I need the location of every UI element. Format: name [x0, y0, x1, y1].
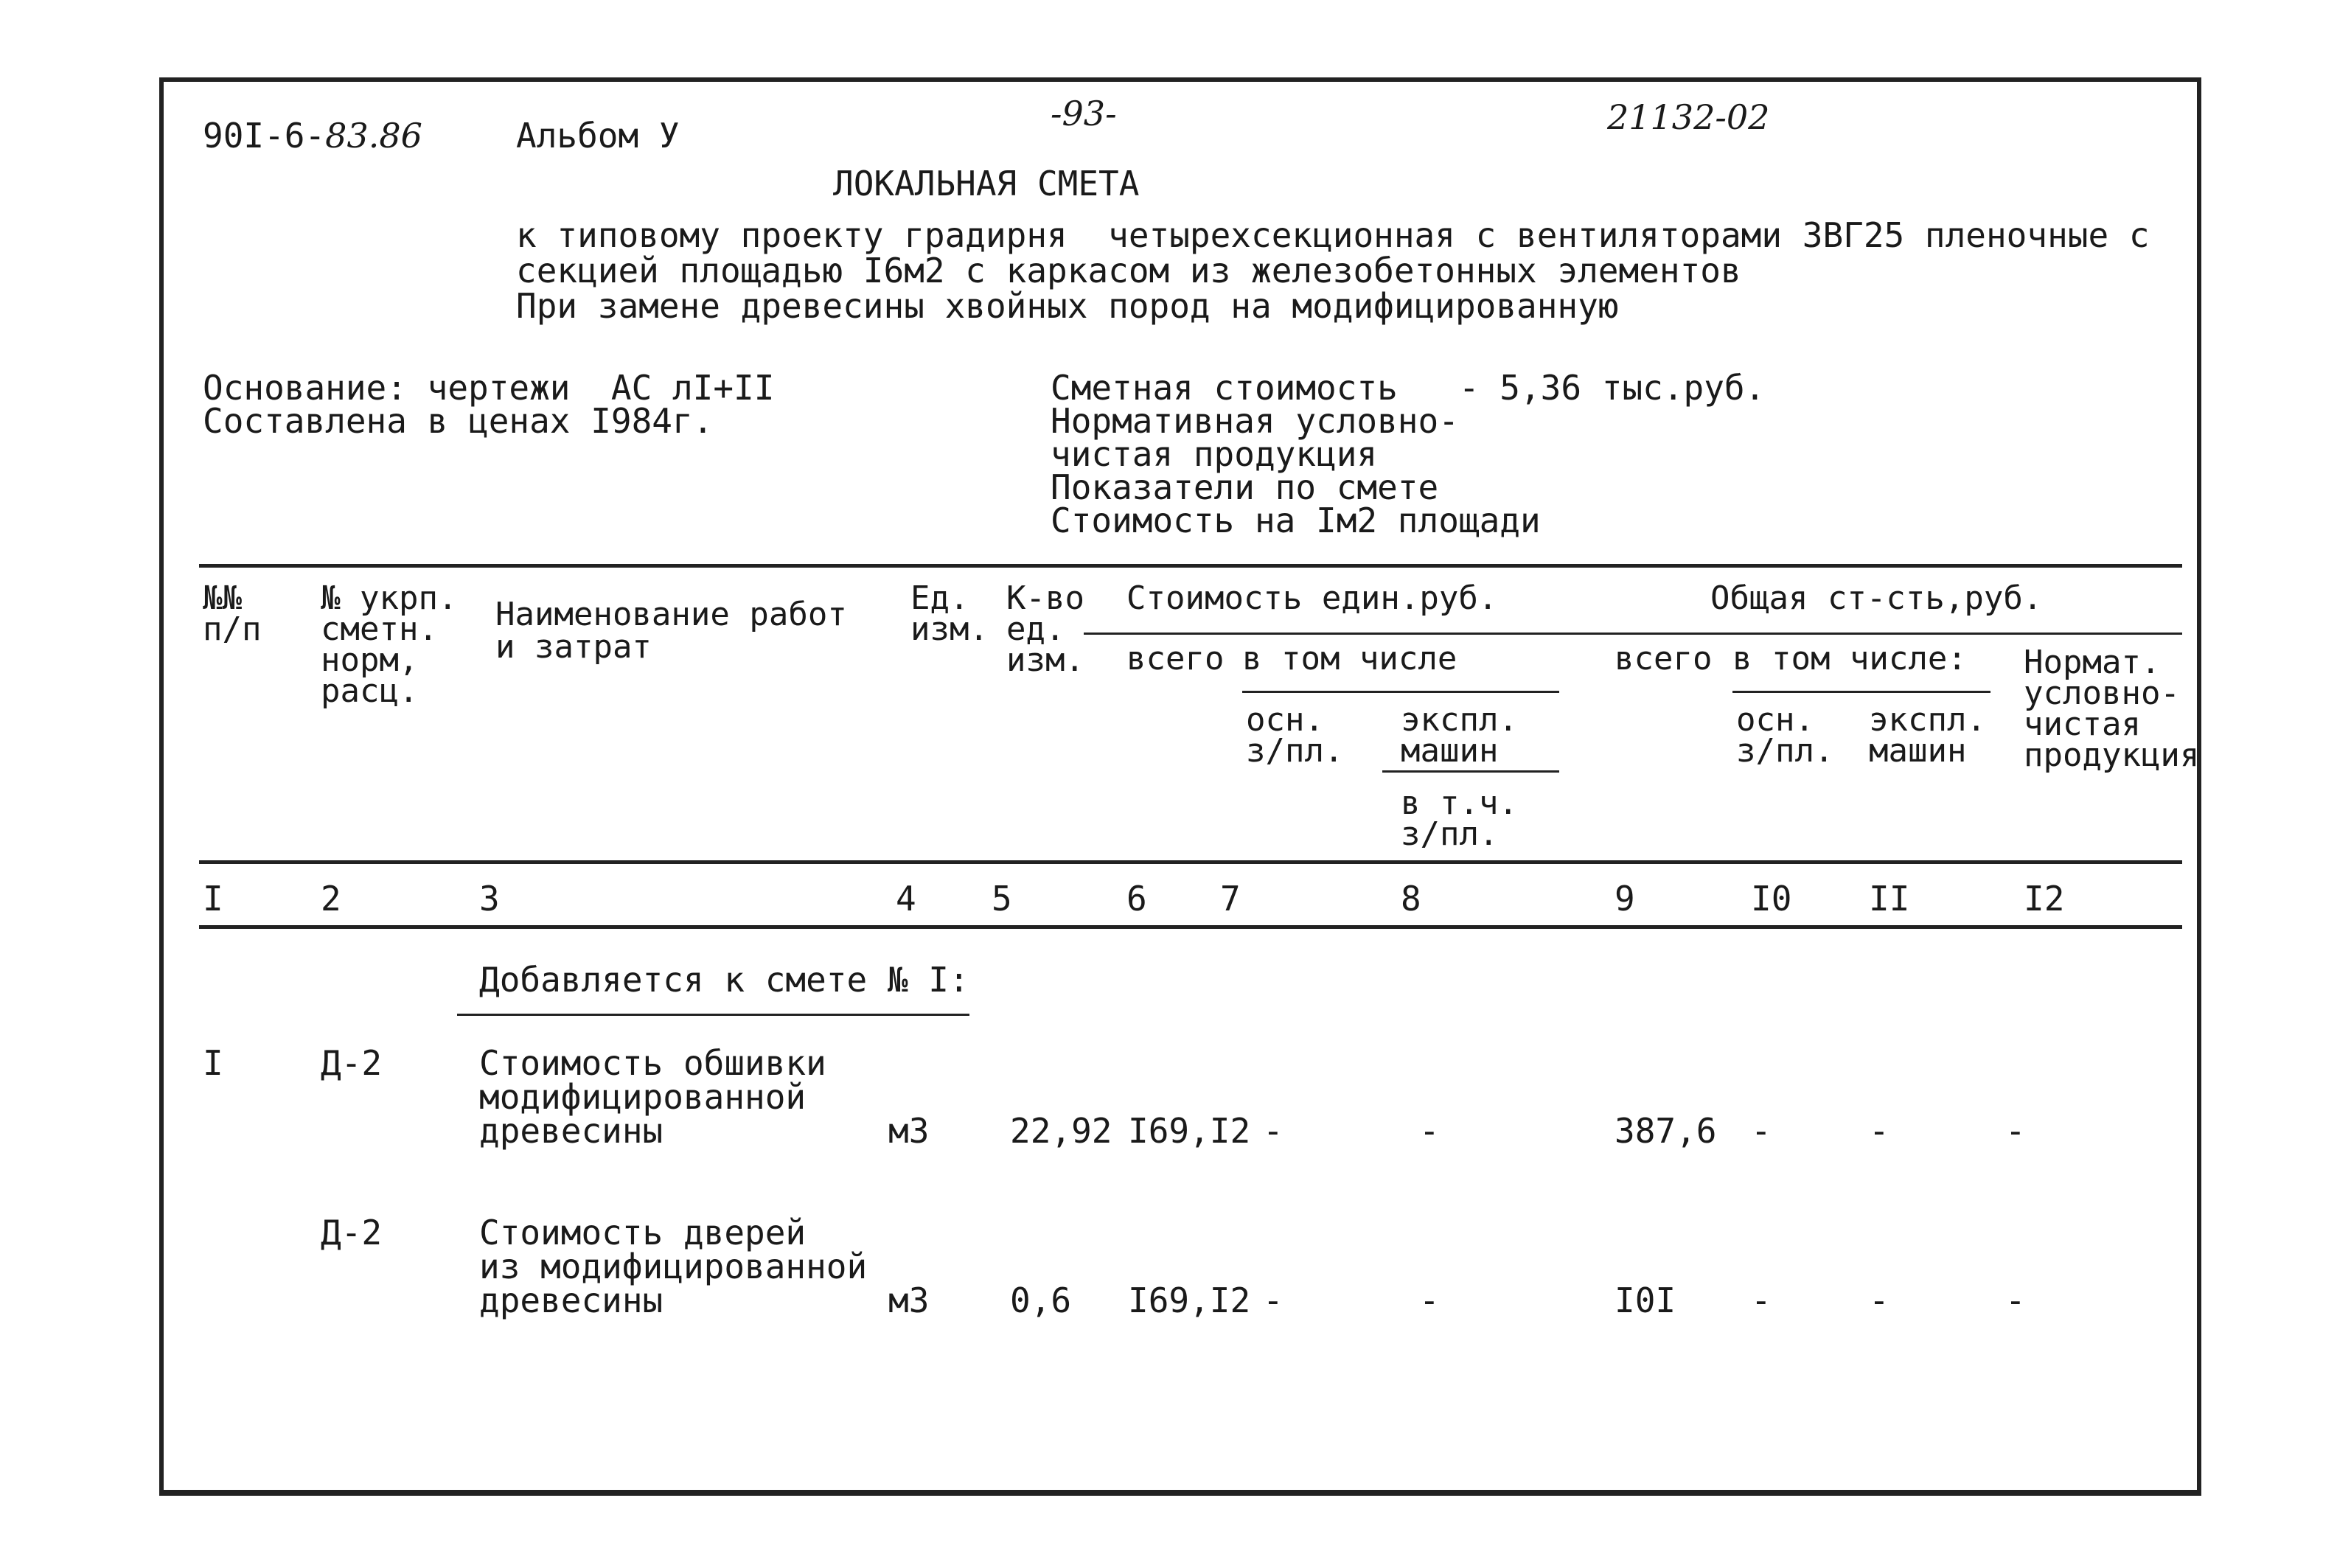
colnum-7: 7: [1220, 879, 1241, 919]
hdr-total-vtch: в том числе:: [1732, 640, 1967, 677]
row2-c10: -: [1751, 1280, 1772, 1320]
row1-unit: м3: [888, 1111, 930, 1151]
header-rule-1: [1084, 633, 2182, 635]
colnum-3: 3: [479, 879, 500, 919]
subtitle-line-2: секцией площадью I6м2 с каркасом из железобетонных элементов: [516, 251, 1741, 290]
album-label: Альбом У: [516, 116, 680, 156]
summary-line-2: Нормативная условно-: [1051, 401, 1459, 441]
basis-line-2: Составлена в ценах I984г.: [203, 401, 714, 441]
hdr-total-vsego: всего: [1615, 640, 1713, 677]
header-rule-2a: [1242, 691, 1559, 693]
hdr-ekspl-1: экспл.: [1401, 701, 1518, 739]
summary-line-4: Показатели по смете: [1051, 467, 1439, 507]
hdr-unit-vsego: всего: [1126, 640, 1225, 677]
section-title: Добавляется к смете № I:: [479, 960, 969, 1000]
hdr-name-1: Наименование работ: [495, 596, 847, 633]
row2-qty: 0,6: [1010, 1280, 1072, 1320]
row2-c11: -: [1869, 1280, 1889, 1320]
row2-total: I0I: [1615, 1280, 1676, 1320]
hdr-num-1: №№: [203, 579, 242, 617]
section-title-underline: [457, 1014, 969, 1016]
colnum-10: I0: [1751, 879, 1792, 919]
hdr-ekspl-2: машин: [1401, 732, 1499, 770]
header-rule-3: [1382, 770, 1559, 773]
colnum-bottom-rule: [199, 925, 2182, 929]
row2-name-2: из модифицированной: [479, 1247, 868, 1286]
hdr-num-2: п/п: [203, 610, 262, 648]
hdr-qty-1: К-во: [1006, 579, 1084, 617]
hdr-code-1: № укрп.: [321, 579, 458, 617]
hdr-normat-2: условно-: [2024, 675, 2180, 712]
doc-code: [203, 116, 422, 156]
hdr-vtch-zpl-2: з/пл.: [1401, 815, 1499, 853]
colnum-1: I: [203, 879, 223, 919]
hdr-normat-3: чистая: [2024, 705, 2141, 743]
hdr-normat-4: продукция: [2024, 736, 2200, 774]
subtitle-line-1: к типовому проекту градирня четырехсекционная с вентиляторами ЗВГ25 пленочные с: [516, 215, 2150, 255]
hdr-code-3: норм,: [321, 641, 419, 679]
colnum-9: 9: [1615, 879, 1635, 919]
hdr-total-cost: Общая ст-сть,руб.: [1710, 579, 2043, 617]
colnum-5: 5: [992, 879, 1012, 919]
row2-code: Д-2: [321, 1213, 383, 1252]
estimate-cost: Сметная стоимость - 5,36 тыс.руб.: [1051, 368, 1766, 408]
doc-title: ЛОКАЛЬНАЯ СМЕТА: [833, 164, 1140, 203]
table-top-rule: [199, 564, 2182, 568]
hdr-osn-2: з/пл.: [1246, 732, 1344, 770]
colnum-6: 6: [1126, 879, 1147, 919]
colnum-12: I2: [2024, 879, 2065, 919]
row2-unit: м3: [888, 1280, 930, 1320]
colnum-11: II: [1869, 879, 1910, 919]
basis-line-1: Основание: чертежи АС лI+II: [203, 368, 775, 408]
summary-line-3: чистая продукция: [1051, 434, 1378, 474]
doc-number: 21132-02: [1607, 97, 1770, 137]
hdr-unit-2: изм.: [910, 610, 989, 648]
hdr-qty-2: ед.: [1006, 610, 1065, 648]
row2-name-3: древесины: [479, 1280, 663, 1320]
hdr-osn-1: осн.: [1246, 701, 1324, 739]
summary-line-5: Стоимость на Iм2 площади: [1051, 501, 1541, 540]
row2-name-1: Стоимость дверей: [479, 1213, 807, 1252]
code-handwritten: 83.86: [325, 116, 422, 156]
row1-num: I: [203, 1043, 223, 1083]
code-prefix: 90I-6-: [203, 116, 326, 156]
hdr-unit-vtch: в том числе: [1242, 640, 1457, 677]
hdr-code-2: сметн.: [321, 610, 438, 648]
hdr-vtch-zpl-1: в т.ч.: [1401, 784, 1518, 822]
row1-c8: -: [1419, 1111, 1440, 1151]
hdr-normat-1: Нормат.: [2024, 644, 2161, 681]
row1-qty: 22,92: [1010, 1111, 1112, 1151]
header-rule-2b: [1732, 691, 1990, 693]
row1-c12: -: [2005, 1111, 2026, 1151]
row2-c12: -: [2005, 1280, 2026, 1320]
row1-name-2: модифицированной: [479, 1077, 807, 1117]
hdr-total-ekspl-1: экспл.: [1869, 701, 1986, 739]
colnum-4: 4: [896, 879, 916, 919]
row1-c7: -: [1263, 1111, 1284, 1151]
header-bottom-rule: [199, 860, 2182, 864]
hdr-total-ekspl-2: машин: [1869, 732, 1967, 770]
colnum-2: 2: [321, 879, 341, 919]
colnum-8: 8: [1401, 879, 1421, 919]
row1-c11: -: [1869, 1111, 1889, 1151]
row1-c10: -: [1751, 1111, 1772, 1151]
hdr-name-2: и затрат: [495, 628, 652, 666]
row1-name-1: Стоимость обшивки: [479, 1043, 826, 1083]
subtitle-line-3: При замене древесины хвойных пород на модифицированную: [516, 286, 1619, 326]
row1-code: Д-2: [321, 1043, 383, 1083]
hdr-code-4: расц.: [321, 672, 419, 710]
row1-total: 387,6: [1615, 1111, 1717, 1151]
row2-c7: -: [1263, 1280, 1284, 1320]
page-number: -93-: [1051, 94, 1117, 133]
hdr-total-osn-1: осн.: [1736, 701, 1814, 739]
hdr-unit-1: Ед.: [910, 579, 969, 617]
hdr-total-osn-2: з/пл.: [1736, 732, 1834, 770]
row1-name-3: древесины: [479, 1111, 663, 1151]
hdr-unit-cost: Стоимость един.руб.: [1126, 579, 1498, 617]
row1-unit-total: I69,I2: [1128, 1111, 1251, 1151]
hdr-qty-3: изм.: [1006, 641, 1084, 679]
row2-unit-total: I69,I2: [1128, 1280, 1251, 1320]
row2-c8: -: [1419, 1280, 1440, 1320]
